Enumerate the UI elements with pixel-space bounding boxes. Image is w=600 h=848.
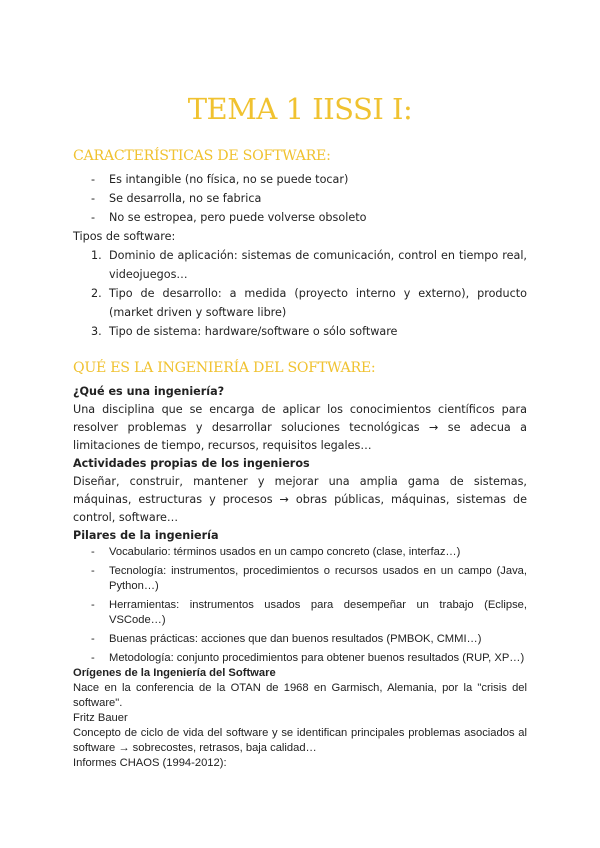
list-item: - Vocabulario: términos usados en un campo concreto (clase, interfaz…) xyxy=(73,545,527,560)
paragraph-engineer-activities: Diseñar, construir, mantener y mejorar una amplia gama de sistemas, máquinas, estructuras y procesos → obras públicas, máquinas, sistemas de control, software… xyxy=(73,475,527,524)
engineering-details xyxy=(73,545,527,771)
chaos-reports-label: Informes CHAOS (1994-2012): xyxy=(73,757,227,769)
page-title: TEMA 1 IISSI I: xyxy=(187,92,413,126)
list-item: - Es intangible (no física, no se puede tocar) xyxy=(73,170,527,189)
section-characteristics-body xyxy=(73,170,527,341)
list-item: - Se desarrolla, no se fabrica xyxy=(73,189,527,208)
subheading-engineer-activities: Actividades propias de los ingenieros xyxy=(73,457,310,470)
pillars-list xyxy=(73,545,527,666)
section-heading-software-engineering: QUÉ ES LA INGENIERÍA DEL SOFTWARE: xyxy=(73,360,376,376)
paragraph-life-cycle: Concepto de ciclo de vida del software y se identifican principales problemas asociados al software → sobrecostes, retrasos, baja calidad… xyxy=(73,727,527,754)
engineering-intro xyxy=(73,383,527,545)
list-item: - Tecnología: instrumentos, procedimientos o recursos usados en un campo (Java, Python…) xyxy=(73,564,527,594)
subheading-origins: Orígenes de la Ingeniería del Software xyxy=(73,667,276,679)
paragraph-origins: Nace en la conferencia de la OTAN de 1968 en Garmisch, Alemania, por la "crisis del software". xyxy=(73,682,527,709)
types-label: Tipos de software: xyxy=(73,230,176,243)
list-item: - Metodología: conjunto procedimientos para obtener buenos resultados (RUP, XP…) xyxy=(73,651,527,666)
author-name: Fritz Bauer xyxy=(73,712,128,724)
list-item: 1. Dominio de aplicación: sistemas de comunicación, control en tiempo real, videojuegos… xyxy=(91,249,527,281)
subheading-engineering-pillars: Pilares de la ingeniería xyxy=(73,529,219,542)
list-item: - No se estropea, pero puede volverse obsoleto xyxy=(73,208,527,227)
software-types-list xyxy=(73,246,527,341)
section-heading-characteristics: CARACTERÍSTICAS DE SOFTWARE: xyxy=(73,148,331,164)
paragraph-engineering-definition: Una disciplina que se encarga de aplicar los conocimientos científicos para resolver problemas y desarrollar soluciones tecnológicas → se adecua a limitaciones de tiempo, recursos, requisitos legales… xyxy=(73,403,527,452)
subheading-what-is-engineering: ¿Qué es una ingeniería? xyxy=(73,385,225,398)
list-item: 3. Tipo de sistema: hardware/software o sólo software xyxy=(91,325,398,338)
list-item: - Herramientas: instrumentos usados para desempeñar un trabajo (Eclipse, VSCode…) xyxy=(73,598,527,628)
list-item: - Buenas prácticas: acciones que dan buenos resultados (PMBOK, CMMI…) xyxy=(73,632,527,647)
list-item: 2. Tipo de desarrollo: a medida (proyecto interno y externo), producto (market driven y software libre) xyxy=(91,287,527,319)
characteristics-list xyxy=(73,170,527,227)
